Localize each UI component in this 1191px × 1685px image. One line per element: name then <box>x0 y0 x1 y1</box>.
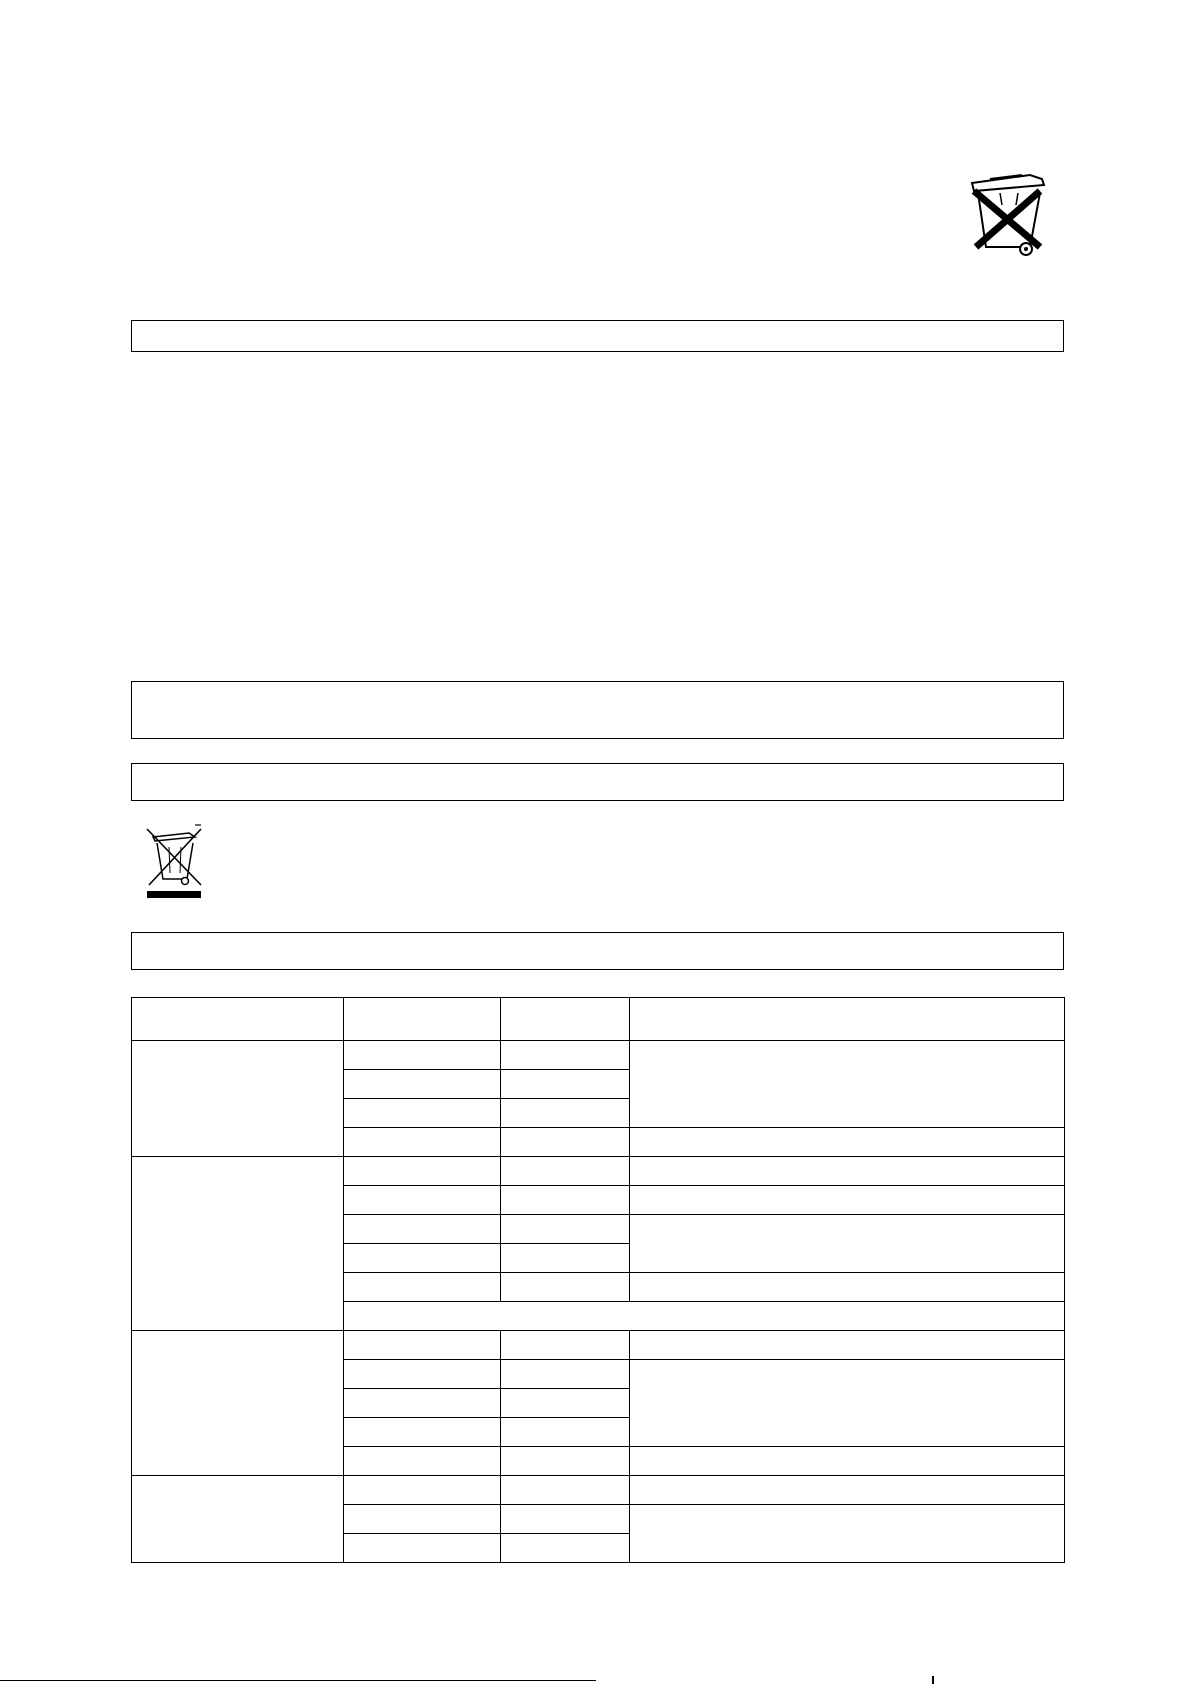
table-cell <box>630 1215 1065 1273</box>
table-cell <box>132 1157 344 1331</box>
table-cell <box>344 1476 501 1505</box>
table-cell <box>344 1041 501 1070</box>
table-cell <box>501 1041 630 1070</box>
table-row <box>132 1157 1065 1186</box>
table-cell <box>501 1331 630 1360</box>
table-cell <box>501 1360 630 1389</box>
table-cell <box>501 1273 630 1302</box>
table-cell <box>344 1099 501 1128</box>
table-cell <box>501 1244 630 1273</box>
table-cell <box>501 1186 630 1215</box>
table-cell <box>630 1273 1065 1302</box>
table-cell <box>344 1534 501 1563</box>
table-cell <box>630 1128 1065 1157</box>
table-cell <box>132 1331 344 1476</box>
table-cell <box>501 1389 630 1418</box>
table-cell <box>344 1128 501 1157</box>
table-header-cell <box>132 998 344 1041</box>
table-header-row <box>132 998 1065 1041</box>
section-box-4 <box>131 932 1064 970</box>
table-cell <box>630 1041 1065 1128</box>
table-cell <box>344 1418 501 1447</box>
crossed-out-wheelie-bin-icon <box>143 823 207 901</box>
table-cell <box>630 1360 1065 1447</box>
table-cell <box>501 1099 630 1128</box>
table-header-cell <box>630 998 1065 1041</box>
table-cell <box>132 1476 344 1563</box>
table-cell <box>344 1070 501 1099</box>
table-cell <box>344 1389 501 1418</box>
table-cell <box>344 1186 501 1215</box>
page-mark <box>932 1676 934 1684</box>
table-cell <box>344 1331 501 1360</box>
table-cell <box>630 1157 1065 1186</box>
table-cell <box>501 1128 630 1157</box>
table-cell <box>630 1447 1065 1476</box>
table-row <box>132 1331 1065 1360</box>
table-cell <box>344 1505 501 1534</box>
table-cell <box>344 1273 501 1302</box>
table-row <box>132 1476 1065 1505</box>
table-cell <box>344 1215 501 1244</box>
table-cell <box>501 1070 630 1099</box>
table-header-cell <box>344 998 501 1041</box>
spec-table <box>131 997 1065 1563</box>
table-cell <box>501 1534 630 1563</box>
table-row <box>132 1041 1065 1070</box>
table-cell <box>630 1186 1065 1215</box>
table-cell <box>344 1157 501 1186</box>
table-cell <box>344 1302 1065 1331</box>
table-cell <box>501 1505 630 1534</box>
table-cell <box>501 1215 630 1244</box>
crossed-out-battery-bin-icon <box>960 165 1060 265</box>
table-cell <box>344 1244 501 1273</box>
table-cell <box>501 1418 630 1447</box>
table-cell <box>630 1476 1065 1505</box>
table-cell <box>344 1447 501 1476</box>
section-box-1 <box>131 320 1064 352</box>
footnote-separator <box>0 1680 596 1681</box>
table-cell <box>501 1447 630 1476</box>
table-cell <box>501 1157 630 1186</box>
table-cell <box>132 1041 344 1157</box>
table-cell <box>630 1505 1065 1563</box>
table-cell <box>344 1360 501 1389</box>
table-cell <box>630 1331 1065 1360</box>
section-box-3 <box>131 763 1064 801</box>
table-cell <box>501 1476 630 1505</box>
section-box-2 <box>131 681 1064 739</box>
table-header-cell <box>501 998 630 1041</box>
